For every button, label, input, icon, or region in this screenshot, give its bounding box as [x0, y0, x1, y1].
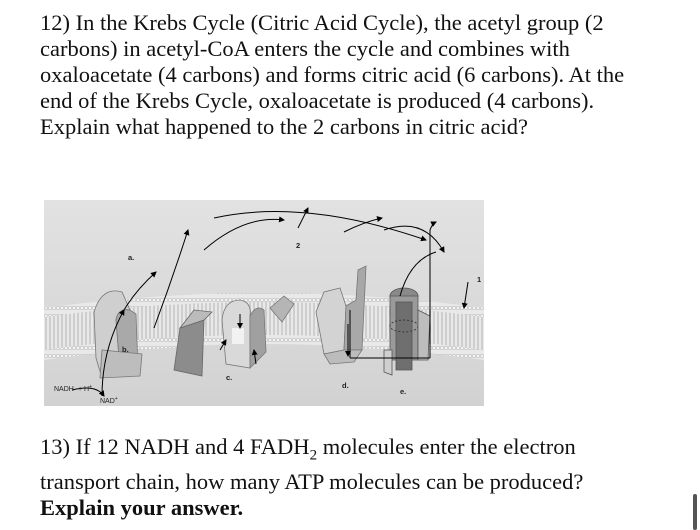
question-12 [40, 10, 680, 140]
question-13-emphasis: Explain your answer. [40, 494, 244, 520]
question-12-line: 12) In the Krebs Cycle (Citric Acid Cycle), the acetyl group (2 [40, 10, 604, 35]
complex-iv-protein [316, 266, 366, 364]
question-12-line: oxaloacetate (4 carbons) and forms citric acid (6 carbons). At the [40, 62, 625, 87]
question-12-line: Explain what happened to the 2 carbons in citric acid? [40, 114, 528, 139]
label-d: d. [342, 381, 349, 390]
label-nad: NAD+ [100, 396, 118, 405]
etc-svg [44, 200, 484, 406]
question-13 [40, 434, 680, 521]
question-12-line: end of the Krebs Cycle, oxaloacetate is produced (4 carbons). [40, 88, 595, 113]
label-1: 1 [477, 275, 482, 284]
label-nadh: NADH [54, 386, 74, 393]
question-13-line: transport chain, how many ATP molecules can be produced? [40, 468, 584, 494]
question-12-line: carbons) in acetyl-CoA enters the cycle and combines with [40, 36, 570, 61]
label-plus-h: + H+ [78, 384, 93, 393]
label-c: c. [226, 373, 233, 382]
complex-iii-protein [222, 300, 266, 368]
label-b: b. [122, 345, 129, 354]
label-2: 2 [296, 241, 301, 250]
label-a: a. [128, 253, 135, 262]
electron-transport-chain-diagram [44, 200, 484, 406]
scrollbar[interactable] [693, 494, 697, 530]
label-e: e. [400, 387, 407, 396]
question-13-line: 13) If 12 NADH and 4 $FADH_2$ molecules enter the electron [40, 434, 576, 464]
